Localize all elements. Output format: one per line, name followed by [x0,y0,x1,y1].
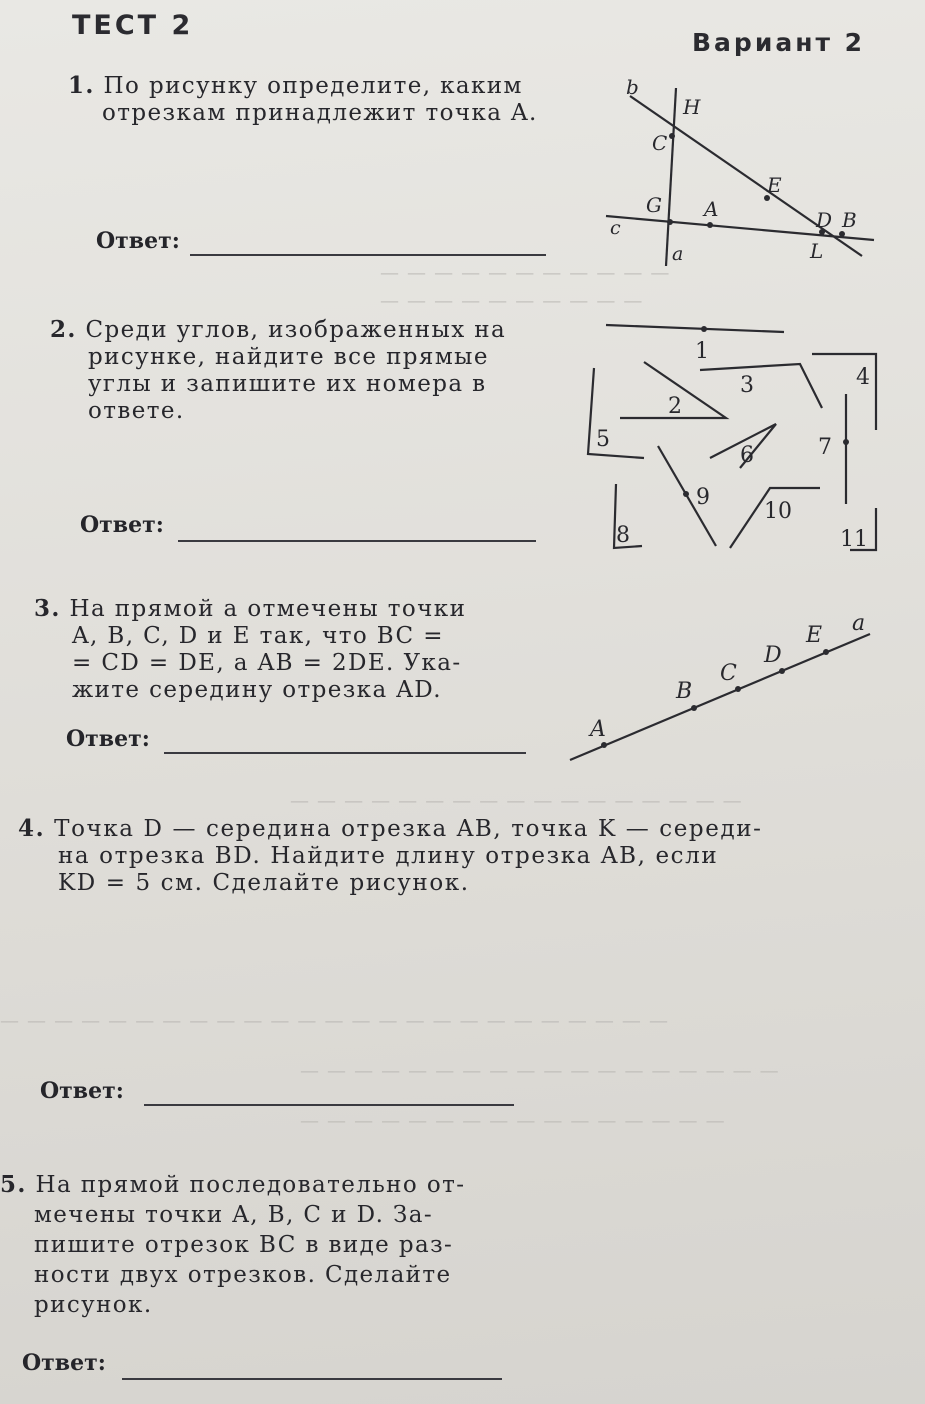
point-E [823,649,829,655]
figure-3-line [560,600,890,770]
point-C [735,686,741,692]
label-D: D [764,643,782,668]
answer-label: Ответ: [66,726,150,752]
label-H: H [683,95,701,119]
task-line: отрезкам принадлежит точка A. [102,100,538,126]
variant-label: Вариант 2 [692,28,866,57]
task-number: 1. [68,72,95,99]
task-line: пишите отрезок BC в виде раз- [34,1232,454,1258]
task-2-text [50,316,506,425]
point-B [691,705,697,711]
line-b [630,96,862,256]
angle-label-9: 9 [696,485,710,510]
task-line: На прямой последовательно от- [35,1172,466,1198]
vertex-7 [843,439,849,445]
angle-label-5: 5 [596,427,610,452]
show-through-text: — — — — — — — — — — — — — — — — — [290,790,743,812]
task-line: Точка D — середина отрезка AB, точка K — середи- [54,816,763,842]
label-b: b [626,75,639,99]
angle-label-3: 3 [740,373,754,398]
label-A: A [704,197,719,221]
label-a: a [672,243,684,265]
test-title: ТЕСТ 2 [72,10,194,41]
point-C [669,133,675,139]
task-number: 4. [18,815,46,842]
answer-line[interactable] [190,254,546,256]
show-through-text: — — — — — — — — — — — — — — — — — — — — — — — — — [0,1010,669,1032]
task-1-text [68,72,538,127]
task-line: рисунок. [34,1292,153,1318]
task-line: KD = 5 см. Сделайте рисунок. [58,870,470,896]
label-D: D [816,208,833,232]
line-a [666,88,676,266]
label-B: B [676,679,693,704]
answer-label: Ответ: [80,512,164,538]
answer-line[interactable] [178,540,536,542]
task-line: Среди углов, изображенных на [85,317,507,343]
answer-label: Ответ: [96,228,180,254]
label-E: E [767,173,782,197]
answer-label: Ответ: [22,1350,106,1376]
point-A [707,222,713,228]
angle-3 [700,364,822,408]
line-c [606,216,874,240]
show-through-text: — — — — — — — — — — — [380,262,671,284]
task-line: углы и запишите их номера в [88,371,487,397]
label-C: C [720,661,737,686]
answer-line[interactable] [144,1104,514,1106]
task-5-text [0,1170,465,1320]
vertex-9 [683,491,689,497]
task-number: 2. [50,316,77,343]
task-line: ности двух отрезков. Сделайте [34,1262,452,1288]
task-line: ответе. [88,398,185,424]
label-A: A [590,717,606,742]
task-4-text [18,815,763,897]
label-c: c [610,217,621,239]
angle-label-8: 8 [616,523,630,548]
task-number: 5. [0,1171,27,1198]
task-line: На прямой a отмечены точки [69,596,467,622]
angle-label-7: 7 [818,435,832,460]
answer-line[interactable] [164,752,526,754]
task-line: на отрезка BD. Найдите длину отрезка AB, если [58,843,719,869]
task-number: 3. [34,595,61,622]
label-B: B [842,208,857,232]
angle-label-6: 6 [740,443,754,468]
label-a: a [852,611,866,636]
angle-label-11: 11 [840,527,868,552]
point-G [667,219,673,225]
label-E: E [806,623,823,648]
task-line: жите середину отрезка AD. [72,677,443,703]
task-line: рисунке, найдите все прямые [88,344,489,370]
task-3-text [34,595,466,704]
answer-line[interactable] [122,1378,502,1380]
figure-2-angles [580,310,880,560]
vertex-1 [701,326,707,332]
figure-1-lines [590,70,890,280]
answer-label: Ответ: [40,1078,124,1104]
task-line: По рисунку определите, каким [103,73,523,99]
angle-label-10: 10 [764,499,792,524]
show-through-text: — — — — — — — — — — [380,290,644,312]
angle-1-ray [606,325,784,332]
label-L: L [810,239,824,263]
point-A [601,742,607,748]
show-through-text: — — — — — — — — — — — — — — — — [300,1110,726,1132]
label-G: G [646,193,662,217]
task-line: мечены точки A, B, C и D. За- [34,1202,434,1228]
point-D [779,668,785,674]
task-line: A, B, C, D и E так, что BC = [72,623,444,649]
task-line: = CD = DE, а AB = 2DE. Ука- [72,650,462,676]
angle-label-4: 4 [856,365,870,390]
show-through-text: — — — — — — — — — — — — — — — — — — [300,1060,780,1082]
angle-label-1: 1 [695,339,709,364]
label-C: C [652,131,668,155]
angle-label-2: 2 [668,394,682,419]
